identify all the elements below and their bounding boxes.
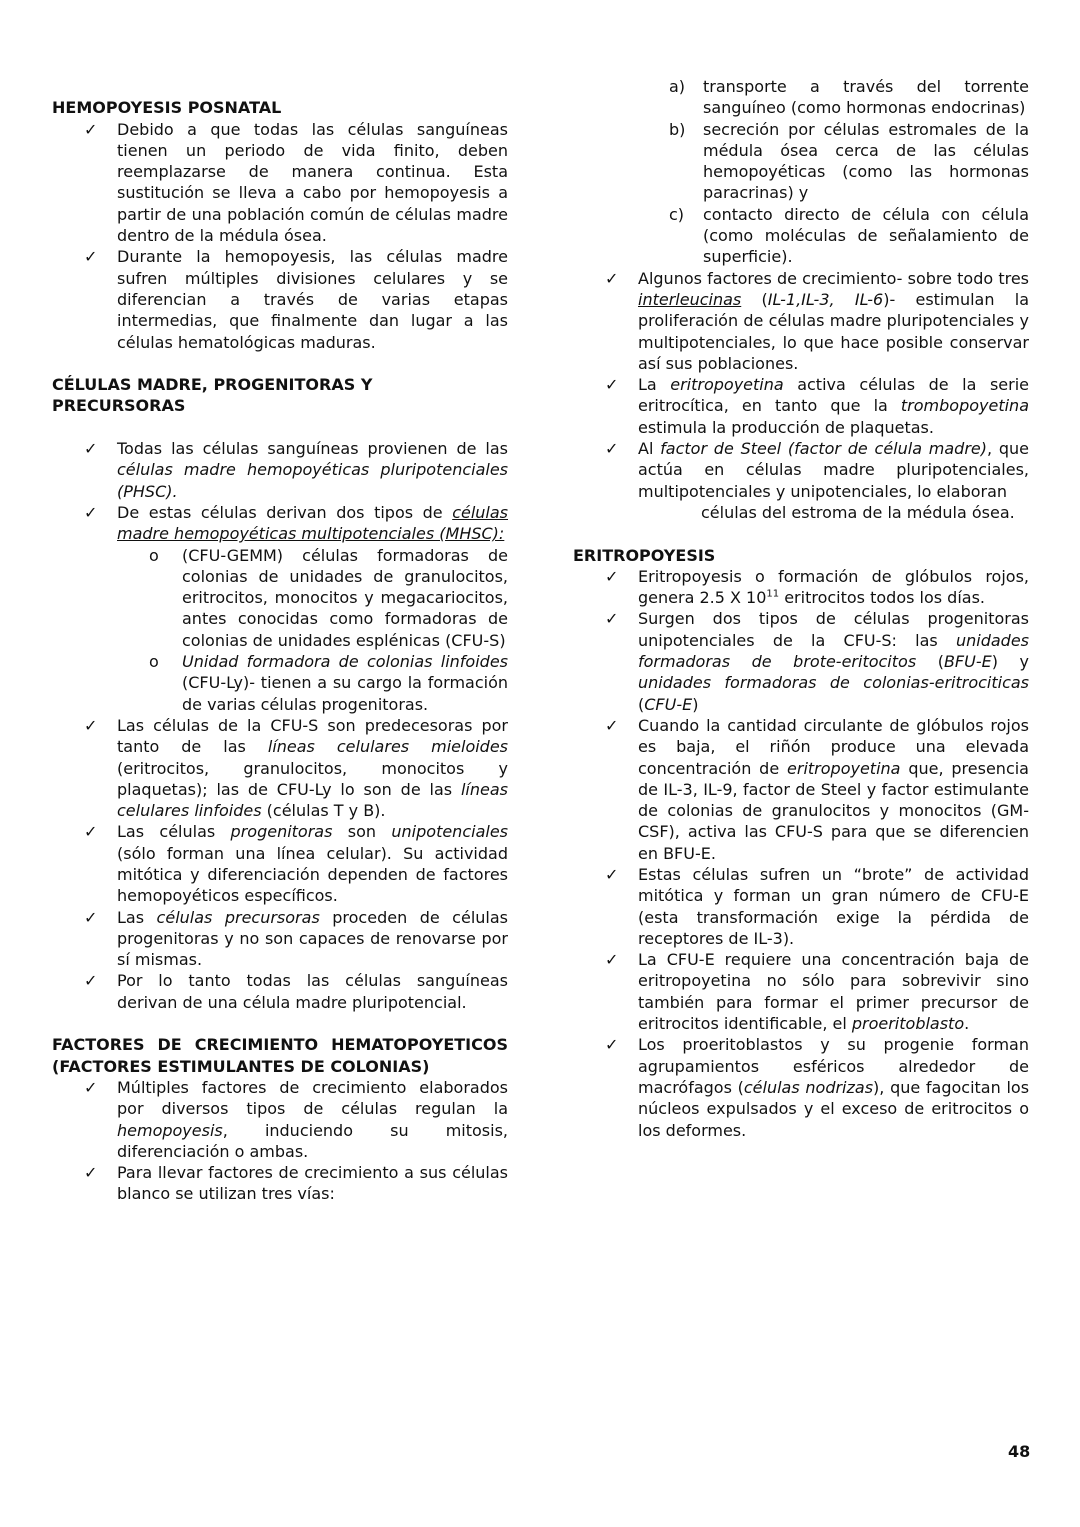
list-item: ✓ Durante la hemopoyesis, las células madre sufren múltiples divisiones celulares y se diferencian a través de varias etapas intermedias, que finalmente dan lugar a las células hematológicas maduras. <box>84 247 508 352</box>
list-item: ✓ Al factor de Steel (factor de célula madre), que actúa en células madre pluripotenciales, multipotenciales y unipotenciales, lo elaboran células del estroma de la médula ósea. <box>605 439 1029 522</box>
check-icon: ✓ <box>605 950 619 970</box>
check-icon: ✓ <box>84 247 98 267</box>
list-item: ✓ Cuando la cantidad circulante de glóbulos rojos es baja, el riñón produce una elevada concentración de eritropoyetina que, presencia de IL-3, IL-9, factor de Steel y factor estimulante de colonias de granulocitos y monocitos (GM-CSF), activa las CFU-S para que se diferencien en BFU-E. <box>605 715 1029 863</box>
check-icon: ✓ <box>84 1163 98 1183</box>
list-item: a) transporte a través del torrente sanguíneo (como hormonas endocrinas) <box>669 77 1029 118</box>
check-icon: ✓ <box>605 375 619 395</box>
celulas-madre-list <box>52 438 508 1013</box>
vias-list <box>573 76 1029 268</box>
sub-list-item: o Unidad formadora de colonias linfoides (CFU-Ly)- tienen a su cargo la formación de varias células progenitoras. <box>149 652 508 714</box>
check-icon: ✓ <box>605 439 619 459</box>
list-item: ✓ Surgen dos tipos de células progenitoras unipotenciales de la CFU-S: las unidades formadoras de brote-eritocitos (BFU-E) y unidades formadoras de colonias-eritrociticas (CFU-E) <box>605 609 1029 714</box>
check-icon: ✓ <box>84 907 98 927</box>
list-item: ✓ Debido a que todas las células sanguíneas tienen un periodo de vida finito, deben reemplazarse de manera continua. Esta sustitución se lleva a cabo por hemopoyesis a partir de una población común de células madre dentro de la médula ósea. <box>84 119 508 246</box>
list-item: ✓ Por lo tanto todas las células sanguíneas derivan de una célula madre pluripotencial. <box>84 971 508 1012</box>
right-column <box>573 76 1029 1141</box>
check-icon: ✓ <box>605 1035 619 1055</box>
circle-bullet-icon: o <box>149 545 159 565</box>
check-icon: ✓ <box>84 119 98 139</box>
check-icon: ✓ <box>605 715 619 735</box>
check-icon: ✓ <box>605 566 619 586</box>
list-item: c) contacto directo de célula con célula (como moléculas de señalamiento de superficie). <box>669 204 1029 267</box>
factores-cont-list <box>573 268 1029 524</box>
page-number: 48 <box>1008 1442 1031 1461</box>
sub-list-item: o (CFU-GEMM) células formadoras de colonias de unidades de granulocitos, eritrocitos, monocitos y megacariocitos, antes conocidas como formadoras de colonias de unidades esplénicas (CFU-S) <box>149 545 508 650</box>
list-item: ✓ Las células de la CFU-S son predecesoras por tanto de las líneas celulares mieloides (eritrocitos, granulocitos, monocitos y plaquetas); las de CFU-Ly lo son de las líneas celulares linfoides (células T y B). <box>84 715 509 821</box>
heading-hemopoyesis-posnatal: HEMOPOYESIS POSNATAL <box>52 98 282 118</box>
check-icon: ✓ <box>84 715 98 735</box>
heading-factores-crecimiento: FACTORES DE CRECIMIENTO HEMATOPOYETICOS (FACTORES ESTIMULANTES DE COLONIAS) <box>52 1035 508 1076</box>
check-icon: ✓ <box>605 864 619 884</box>
check-icon: ✓ <box>605 609 619 629</box>
circle-bullet-icon: o <box>149 652 159 672</box>
check-icon: ✓ <box>84 971 98 991</box>
list-item: ✓ Eritropoyesis o formación de glóbulos rojos, genera 2.5 X $10^{11}$ eritrocitos todos los días. <box>605 566 1029 608</box>
list-item: ✓ Para llevar factores de crecimiento a sus células blanco se utilizan tres vías: <box>84 1163 508 1204</box>
posnatal-list <box>52 119 508 353</box>
left-column <box>52 76 508 1205</box>
eritropoyesis-list <box>573 566 1029 1141</box>
factores-list <box>52 1077 508 1205</box>
list-item: ✓ Los proeritoblastos y su progenie forman agrupamientos esféricos alrededor de macrófagos (células nodrizas), que fagocitan los núcleos expulsados y el exceso de eritrocitos o los deformes. <box>605 1035 1030 1140</box>
sub-list <box>117 545 508 715</box>
check-icon: ✓ <box>84 502 98 522</box>
heading-celulas-madre: CÉLULAS MADRE, PROGENITORAS Y PRECURSORAS <box>52 375 373 416</box>
list-item: b) secreción por células estromales de la médula ósea cerca de las células hemopoyéticas (como las hormonas paracrinas) y <box>669 119 1029 203</box>
list-item: ✓ De estas células derivan dos tipos de células madre hemopoyéticas multipotenciales (MHSC): o (CFU-GEMM) células formadoras de colonias de unidades de granulocitos, eritrocitos, monocitos y megacariocitos, antes conocidas como formadoras de colonias de unidades esplénicas (CFU-S) o Unidad formadora de colonias linfoides (CFU-Ly)- tienen a su cargo la formación de varias células progenitoras. <box>84 502 508 714</box>
list-item: ✓ Las células progenitoras son unipotenciales (sólo forman una línea celular). Su actividad mitótica y diferenciación dependen de factores hemopoyéticos específicos. <box>84 822 508 906</box>
check-icon: ✓ <box>84 822 98 842</box>
list-item: ✓ La CFU-E requiere una concentración baja de eritropoyetina no sólo para sobrevivir sino también para formar el primer precursor de eritrocitos identificable, el proeritoblasto. <box>605 950 1029 1034</box>
list-item: ✓ La eritropoyetina activa células de la serie eritrocítica, en tanto que la trombopoyetina estimula la producción de plaquetas. <box>605 375 1029 437</box>
check-icon: ✓ <box>84 1077 98 1097</box>
list-item: ✓ Algunos factores de crecimiento- sobre todo tres interleucinas (IL-1,IL-3, IL-6)- estimulan la proliferación de células madre pluripotenciales y multipotenciales, lo que hace posible conservar así sus poblaciones. <box>605 268 1029 373</box>
list-item: ✓ Múltiples factores de crecimiento elaborados por diversos tipos de células regulan la hemopoyesis, induciendo su mitosis, diferenciación o ambas. <box>84 1077 508 1161</box>
check-icon: ✓ <box>605 268 619 288</box>
list-item: ✓ Las células precursoras proceden de células progenitoras y no son capaces de renovarse por sí mismas. <box>84 907 508 970</box>
check-icon: ✓ <box>84 439 98 459</box>
list-item: ✓ Estas células sufren un “brote” de actividad mitótica y forman un gran número de CFU-E (esta transformación exige la pérdida de receptores de IL-3). <box>605 864 1029 948</box>
list-item: ✓ Todas las células sanguíneas provienen de las células madre hemopoyéticas pluripotenciales (PHSC). <box>84 439 508 501</box>
heading-eritropoyesis: ERITROPOYESIS <box>573 545 716 565</box>
